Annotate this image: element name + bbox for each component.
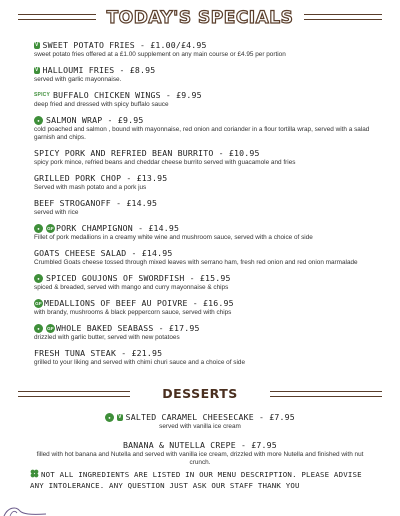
item-title — [30, 440, 370, 450]
header-rule-right — [304, 14, 382, 20]
item-title — [34, 173, 384, 183]
leaf-v-icon: V — [35, 66, 39, 73]
item-name: GOATS CHEESE SALAD - £14.95 — [34, 248, 173, 258]
item-description: spiced & breaded, served with mango and curry mayonnaise & chips — [34, 284, 229, 291]
leaf-v-icon: V — [118, 413, 122, 420]
menu-item — [34, 148, 384, 167]
circle-icon: ● — [34, 324, 43, 333]
item-description: Served with mash potato and a pork jus — [34, 184, 147, 191]
item-description: Crumbled Goats cheese tossed through mixed leaves with serrano ham, fresh red onion and red onion marmalade — [34, 259, 358, 266]
gf-icon: GF — [35, 300, 42, 306]
item-title — [34, 223, 384, 233]
item-name: MEDALLIONS OF BEEF AU POIVRE - £16.95 — [44, 298, 234, 308]
notice-text: NOT ALL INGREDIENTS ARE LISTED IN OUR MENU DESCRIPTION. PLEASE ADVISE ANY INTOLERANCE. ANY QUESTION JUST ASK OUR STAFF THANK YOU — [30, 470, 362, 490]
item-title — [34, 348, 384, 358]
item-title — [34, 298, 384, 308]
dessert-item — [30, 412, 370, 431]
clover-icon — [30, 469, 39, 478]
item-title — [34, 323, 384, 333]
menu-item — [34, 65, 384, 84]
menu-item — [34, 40, 384, 59]
menu-item — [34, 115, 384, 142]
item-name: SALTED CARAMEL CHEESECAKE - £7.95 — [125, 412, 295, 422]
desserts-header — [18, 386, 382, 402]
menu-item — [34, 348, 384, 367]
item-description: served with rice — [34, 209, 79, 216]
menu-item — [34, 90, 384, 109]
item-name: SALMON WRAP - £9.95 — [46, 115, 144, 125]
circle-icon: ● — [34, 224, 43, 233]
item-description: sweet potato fries offered at a £1.00 supplement on any main course or £4.95 per portion — [34, 51, 286, 58]
gf-icon: GF — [47, 325, 54, 331]
item-name: BANANA & NUTELLA CREPE - £7.95 — [123, 440, 277, 450]
item-description: cold poached and salmon , bound with mayonnaise, red onion and coriander in a flour tortilla wrap, served with a salad garnish and chips. — [34, 126, 370, 141]
item-name: PORK CHAMPIGNON - £14.95 — [56, 223, 180, 233]
menu-item — [34, 323, 384, 342]
menu-item — [34, 248, 384, 267]
menu-item — [34, 173, 384, 192]
item-description: served with garlic mayonnaise. — [34, 76, 122, 83]
menu-item — [34, 223, 384, 242]
circle-icon: ● — [34, 274, 43, 283]
menu-item — [34, 298, 384, 317]
specials-header — [18, 8, 382, 28]
item-description: grilled to your liking and served with chimi churi sauce and a choice of side — [34, 359, 246, 366]
spicy-icon: SPICY — [34, 92, 51, 98]
leaf-v-icon: V — [35, 41, 39, 48]
item-name: BUFFALO CHICKEN WINGS - £9.95 — [53, 90, 202, 100]
item-name: GRILLED PORK CHOP - £13.95 — [34, 173, 168, 183]
item-title — [34, 115, 384, 125]
item-description: deep fried and dressed with spicy buffalo sauce — [34, 101, 169, 108]
item-description: Fillet of pork medallions in a creamy white wine and mushroom sauce, served with a choice of side — [34, 234, 313, 241]
page-title: TODAY'S SPECIALS — [106, 8, 294, 28]
item-name: SWEET POTATO FRIES - £1.00/£4.95 — [42, 40, 207, 50]
item-title — [30, 412, 370, 422]
menu-item — [34, 198, 384, 217]
item-name: BEEF STROGANOFF - £14.95 — [34, 198, 158, 208]
item-description: filled with hot banana and Nutella and served with vanilla ice cream, drizzled with more Nutella and finished with nut crunch. — [36, 451, 364, 466]
desserts-rule-right — [270, 391, 382, 397]
item-name: SPICY PORK AND REFRIED BEAN BURRITO - £10.95 — [34, 148, 260, 158]
item-title — [34, 148, 384, 158]
item-description: served with vanilla ice cream — [159, 423, 241, 430]
item-description: spicy pork mince, refried beans and cheddar cheese burrito served with guacamole and fries — [34, 159, 296, 166]
circle-icon: ● — [105, 413, 114, 422]
item-name: HALLOUMI FRIES - £8.95 — [42, 65, 156, 75]
item-title — [34, 248, 384, 258]
specials-list — [34, 40, 384, 373]
dessert-item — [30, 440, 370, 467]
item-name: SPICED GOUJONS OF SWORDFISH - £15.95 — [46, 273, 231, 283]
item-title — [34, 65, 384, 75]
allergen-notice — [30, 469, 370, 491]
item-name: WHOLE BAKED SEABASS - £17.95 — [56, 323, 200, 333]
item-title — [34, 40, 384, 50]
item-title — [34, 198, 384, 208]
brand-logo-icon — [2, 505, 48, 516]
gf-icon: GF — [47, 225, 54, 231]
circle-icon: ● — [34, 116, 43, 125]
item-title — [34, 90, 384, 100]
menu-item — [34, 273, 384, 292]
desserts-title: DESSERTS — [162, 386, 238, 401]
item-description: with brandy, mushrooms & black peppercorn sauce, served with chips — [34, 309, 232, 316]
item-title — [34, 273, 384, 283]
item-name: FRESH TUNA STEAK - £21.95 — [34, 348, 163, 358]
item-description: drizzled with garlic butter, served with new potatoes — [34, 334, 180, 341]
